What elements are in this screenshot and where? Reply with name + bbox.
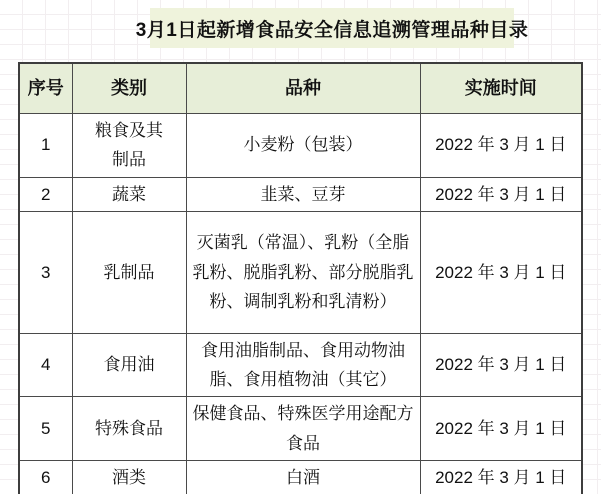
cell-date: 2022 年 3 月 1 日 — [420, 397, 582, 461]
column-header-variety: 品种 — [186, 63, 420, 113]
table-row — [19, 113, 582, 177]
column-header-date: 实施时间 — [420, 63, 582, 113]
cell-date: 2022 年 3 月 1 日 — [420, 113, 582, 177]
cell-category: 粮食及其制品 — [72, 113, 186, 177]
cell-variety: 韭菜、豆芽 — [186, 177, 420, 211]
catalog-table — [18, 62, 583, 494]
table-row — [19, 461, 582, 494]
cell-no: 5 — [19, 397, 72, 461]
table-header-row — [19, 63, 582, 113]
cell-category: 蔬菜 — [72, 177, 186, 211]
cell-date: 2022 年 3 月 1 日 — [420, 461, 582, 494]
page-title: 3月1日起新增食品安全信息追溯管理品种目录 — [150, 8, 514, 48]
cell-variety: 灭菌乳（常温）、乳粉（全脂乳粉、脱脂乳粉、部分脱脂乳粉、调制乳粉和乳清粉） — [186, 211, 420, 333]
table-row — [19, 177, 582, 211]
cell-variety: 小麦粉（包装） — [186, 113, 420, 177]
table-row — [19, 333, 582, 396]
table-row — [19, 211, 582, 333]
cell-no: 1 — [19, 113, 72, 177]
cell-no: 6 — [19, 461, 72, 494]
cell-no: 3 — [19, 211, 72, 333]
cell-category: 食用油 — [72, 333, 186, 396]
table-row — [19, 397, 582, 461]
cell-date: 2022 年 3 月 1 日 — [420, 211, 582, 333]
cell-date: 2022 年 3 月 1 日 — [420, 177, 582, 211]
cell-category: 乳制品 — [72, 211, 186, 333]
cell-category: 酒类 — [72, 461, 186, 494]
cell-variety: 保健食品、特殊医学用途配方食品 — [186, 397, 420, 461]
cell-category: 特殊食品 — [72, 397, 186, 461]
cell-date: 2022 年 3 月 1 日 — [420, 333, 582, 396]
cell-no: 2 — [19, 177, 72, 211]
cell-variety: 食用油脂制品、食用动物油脂、食用植物油（其它） — [186, 333, 420, 396]
cell-variety: 白酒 — [186, 461, 420, 494]
column-header-no: 序号 — [19, 63, 72, 113]
cell-no: 4 — [19, 333, 72, 396]
column-header-category: 类别 — [72, 63, 186, 113]
